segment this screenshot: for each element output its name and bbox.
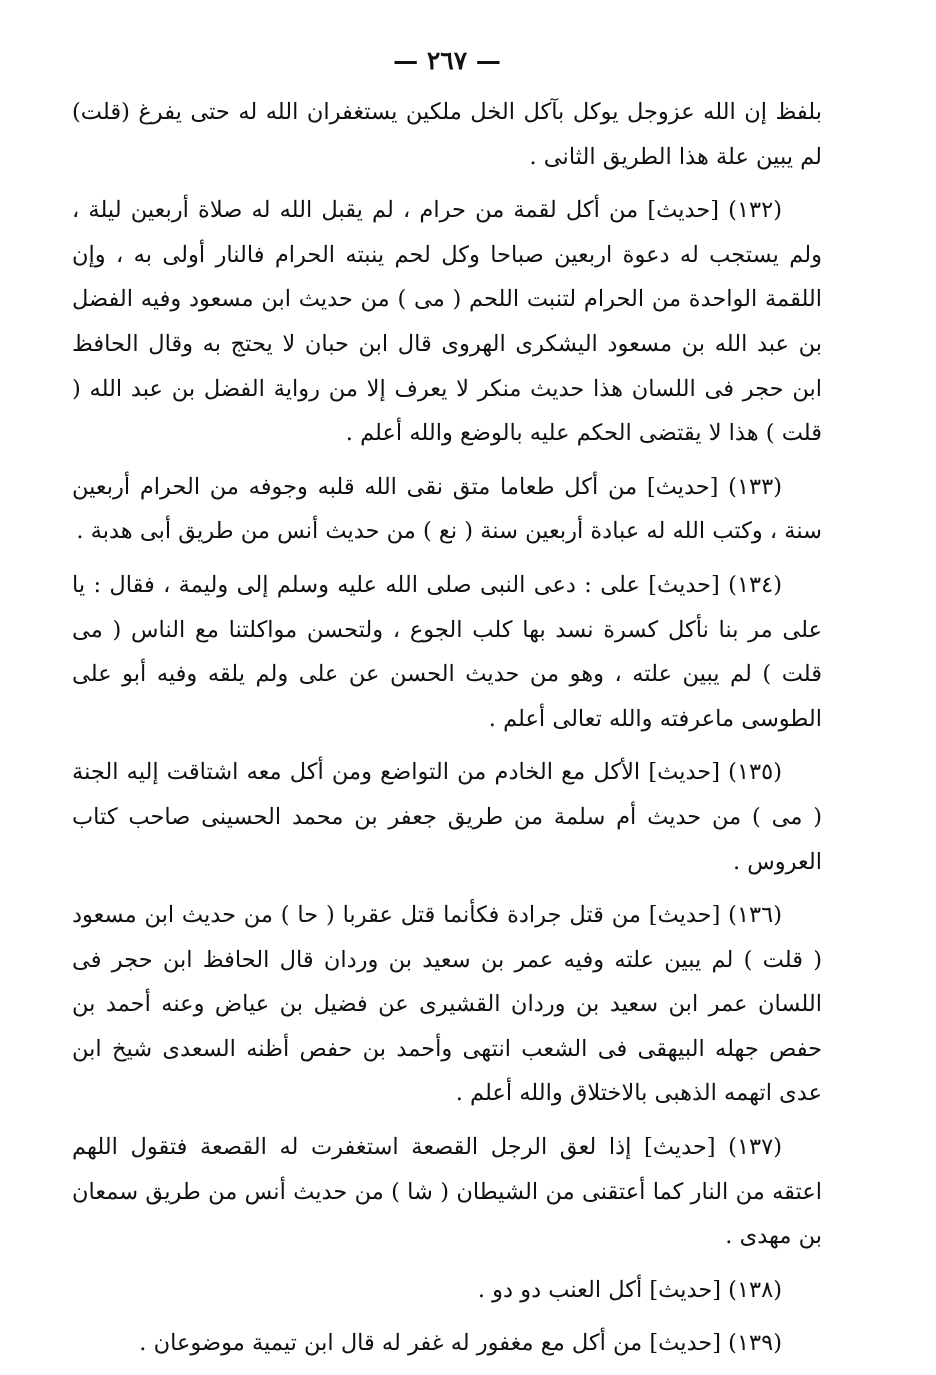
hadith-entry-137: (١٣٧) [حديث] إذا لعق الرجل القصعة استغفرت له القصعة فتقول اللهم اعتقه من النار كما أعتقنى من الشيطان ( شا ) من حديث أنس من طريق سمعان بن مهدى . [72,1134,822,1250]
page-number: — ٢٦٧ — [393,46,501,75]
hadith-entry-132: (١٣٢) [حديث] من أكل لقمة من حرام ، لم يقبل الله له صلاة أربعين ليلة ، ولم يستجب له دعوة اربعين صباحا وكل لحم ينبته الحرام فالنار أولى به ، وإن اللقمة الواحدة من الحرام لتنبت اللحم ( مى ) من حديث ابن مسعود وفيه الفضل بن عبد الله بن مسعود اليشكرى الهروى قال ابن حبان لا يحتج به وقال الحافظ ابن حجر فى اللسان هذا حديث منكر لا يعرف إلا من رواية الفضل بن عبد الله ( قلت ) هذا لا يقتضى الحكم عليه بالوضع والله أعلم . [72,197,822,447]
hadith-entry-133: (١٣٣) [حديث] من أكل طعاما متق نقى الله قلبه وجوفه من الحرام أربعين سنة ، وكتب الله له عبادة أربعين سنة ( نع ) من حديث أنس من طريق أبى هدبة . [72,473,822,545]
hadith-entry-135: (١٣٥) [حديث] الأكل مع الخادم من التواضع ومن أكل معه اشتاقت إليه الجنة ( مى ) من حديث أم سلمة من طريق جعفر بن محمد الحسينى صاحب كتاب العروس . [72,759,822,875]
book-page [72,44,822,1375]
hadith-entry-139: (١٣٩) [حديث] من أكل مع مغفور له غفر له قال ابن تيمية موضوعان . [139,1330,782,1357]
paragraph-continuation: بلفظ إن الله عزوجل يوكل بآكل الخل ملكين يستغفران الله له حتى يفرغ (قلت) لم يبين علة هذا الطريق الثانى . [72,99,822,170]
hadith-entry-138: (١٣٨) [حديث] أكل العنب دو دو . [477,1276,782,1303]
hadith-entry-136: (١٣٦) [حديث] من قتل جرادة فكأنما قتل عقربا ( حا ) من حديث ابن مسعود ( قلت ) لم يبين علته وفيه عمر بن سعيد بن وردان قال الحافظ ابن حجر فى اللسان عمر ابن سعيد بن وردان القشيرى عن فضيل بن عياض وعنه أحمد بن حفص جهله البيهقى فى الشعب انتهى وأحمد بن حفص أظنه السعدى شيخ ابن عدى اتهمه الذهبى بالاختلاق والله أعلم . [72,902,822,1107]
hadith-entry-134: (١٣٤) [حديث] على : دعى النبى صلى الله عليه وسلم إلى وليمة ، فقال : يا على مر بنا نأكل كسرة نسد بها كلب الجوع ، ولتحسن مواكلتنا مع الناس ( مى قلت ) لم يبين علته ، وهو من حديث الحسن عن على ولم يلقه وفيه أبو على الطوسى ماعرفته والله تعالى أعلم . [72,571,822,732]
